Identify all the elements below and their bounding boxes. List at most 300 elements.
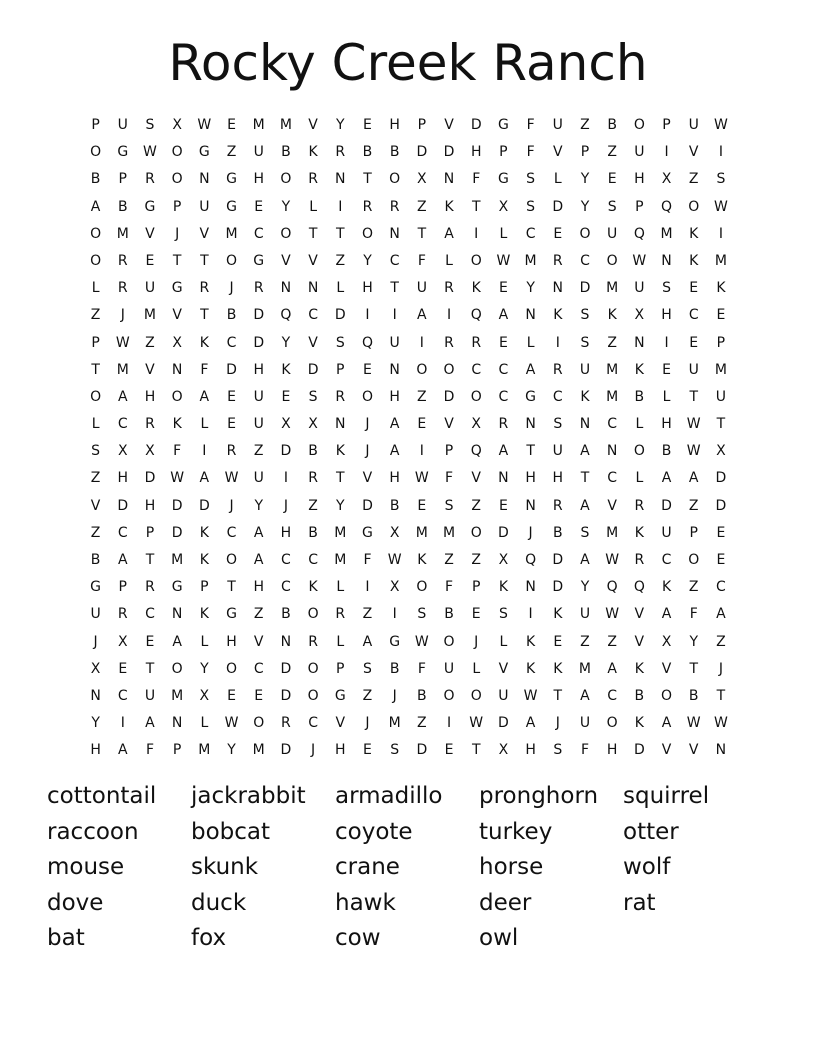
grid-letter[interactable]: O	[171, 171, 183, 188]
grid-letter[interactable]: I	[555, 334, 560, 351]
grid-letter[interactable]: Z	[444, 552, 454, 568]
grid-letter[interactable]: R	[117, 252, 128, 269]
grid-letter[interactable]: E	[444, 742, 454, 759]
grid-letter[interactable]: C	[607, 470, 618, 487]
grid-letter[interactable]: U	[253, 144, 264, 161]
grid-letter[interactable]: T	[471, 742, 481, 759]
grid-letter[interactable]: W	[224, 470, 239, 487]
grid-letter[interactable]: P	[145, 524, 155, 541]
grid-letter[interactable]: O	[416, 361, 428, 378]
grid-letter[interactable]: Z	[417, 715, 427, 732]
grid-letter[interactable]: J	[229, 280, 234, 297]
grid-letter[interactable]: O	[361, 225, 373, 242]
grid-letter[interactable]: D	[498, 524, 509, 541]
grid-letter[interactable]: Z	[253, 443, 264, 460]
grid-letter[interactable]: V	[308, 252, 318, 269]
grid-letter[interactable]: F	[445, 470, 454, 487]
grid-letter[interactable]: R	[281, 715, 291, 732]
grid-letter[interactable]: V	[498, 660, 509, 677]
grid-letter[interactable]: C	[226, 334, 237, 351]
grid-letter[interactable]: W	[713, 198, 728, 215]
grid-letter[interactable]: N	[661, 252, 672, 269]
grid-letter[interactable]: R	[335, 388, 346, 405]
grid-letter[interactable]: D	[253, 307, 265, 324]
grid-letter[interactable]: E	[716, 524, 726, 541]
grid-letter[interactable]: J	[93, 633, 98, 650]
grid-letter[interactable]: U	[416, 280, 427, 297]
grid-letter[interactable]: R	[471, 334, 482, 351]
grid-letter[interactable]: L	[91, 280, 100, 297]
grid-letter[interactable]: T	[227, 579, 236, 596]
grid-letter[interactable]: C	[688, 307, 699, 324]
grid-letter[interactable]: U	[199, 198, 210, 215]
grid-letter[interactable]: X	[117, 633, 128, 650]
grid-letter[interactable]: F	[200, 361, 209, 378]
grid-letter[interactable]: N	[171, 361, 183, 378]
grid-letter[interactable]: T	[689, 388, 698, 405]
grid-letter[interactable]: F	[417, 660, 426, 677]
grid-letter[interactable]: B	[444, 606, 454, 623]
grid-letter[interactable]: W	[170, 470, 185, 487]
grid-letter[interactable]: C	[117, 687, 128, 704]
grid-letter[interactable]: E	[363, 117, 372, 133]
grid-letter[interactable]: K	[634, 715, 644, 732]
grid-letter[interactable]: G	[389, 633, 401, 650]
grid-letter[interactable]: R	[389, 198, 400, 215]
grid-letter[interactable]: U	[144, 687, 156, 704]
grid-letter[interactable]: P	[336, 361, 345, 378]
grid-letter[interactable]: O	[90, 144, 102, 161]
grid-letter[interactable]: N	[634, 334, 645, 351]
grid-letter[interactable]: R	[362, 198, 373, 215]
grid-letter[interactable]: O	[253, 715, 265, 732]
grid-letter[interactable]: U	[634, 280, 645, 297]
grid-letter[interactable]: B	[634, 687, 645, 704]
grid-letter[interactable]: O	[90, 388, 102, 405]
grid-letter[interactable]: D	[443, 144, 455, 161]
grid-letter[interactable]: T	[553, 687, 563, 704]
grid-letter[interactable]: R	[552, 361, 563, 378]
grid-letter[interactable]: G	[497, 117, 509, 133]
grid-letter[interactable]: D	[443, 388, 455, 405]
grid-letter[interactable]: V	[661, 660, 672, 677]
grid-letter[interactable]: O	[389, 171, 401, 188]
grid-letter[interactable]: W	[387, 552, 402, 568]
grid-letter[interactable]: L	[336, 280, 345, 297]
grid-letter[interactable]: X	[661, 633, 672, 650]
grid-letter[interactable]: Z	[362, 687, 373, 704]
grid-letter[interactable]: Z	[308, 497, 318, 514]
grid-letter[interactable]: I	[419, 443, 424, 460]
grid-letter[interactable]: I	[664, 144, 669, 161]
grid-letter[interactable]: S	[498, 606, 508, 623]
grid-letter[interactable]: C	[471, 361, 482, 378]
grid-letter[interactable]: D	[280, 742, 292, 759]
grid-letter[interactable]: X	[281, 416, 291, 433]
grid-letter[interactable]: K	[199, 334, 209, 351]
grid-letter[interactable]: Y	[200, 660, 209, 677]
grid-letter[interactable]: Z	[688, 579, 699, 596]
grid-letter[interactable]: B	[389, 660, 400, 677]
grid-letter[interactable]: A	[117, 552, 128, 568]
grid-letter[interactable]: R	[335, 606, 346, 623]
grid-letter[interactable]: P	[200, 579, 209, 596]
grid-letter[interactable]: Z	[90, 524, 101, 541]
grid-letter[interactable]: N	[525, 579, 536, 596]
grid-letter[interactable]: C	[607, 687, 618, 704]
grid-letter[interactable]: N	[335, 171, 346, 188]
grid-letter[interactable]: E	[254, 198, 264, 215]
grid-letter[interactable]: R	[444, 334, 454, 351]
grid-letter[interactable]: D	[171, 524, 183, 541]
grid-letter[interactable]: Z	[226, 144, 237, 161]
grid-letter[interactable]: E	[662, 361, 671, 378]
grid-letter[interactable]: N	[389, 361, 400, 378]
grid-letter[interactable]: B	[281, 606, 291, 623]
grid-letter[interactable]: X	[199, 687, 210, 704]
grid-letter[interactable]: D	[226, 361, 237, 378]
grid-letter[interactable]: I	[718, 144, 723, 161]
grid-letter[interactable]: D	[362, 497, 373, 514]
grid-letter[interactable]: A	[389, 443, 400, 460]
grid-letter[interactable]: G	[117, 144, 129, 161]
grid-letter[interactable]: E	[498, 334, 508, 351]
grid-letter[interactable]: J	[311, 742, 316, 759]
grid-letter[interactable]: P	[336, 660, 345, 677]
grid-letter[interactable]: S	[444, 497, 454, 514]
grid-letter[interactable]: H	[362, 280, 373, 297]
grid-letter[interactable]: E	[227, 687, 236, 704]
grid-letter[interactable]: V	[281, 252, 291, 269]
grid-letter[interactable]: H	[552, 470, 564, 487]
grid-letter[interactable]: B	[661, 443, 672, 460]
grid-letter[interactable]: F	[472, 171, 481, 188]
grid-letter[interactable]: R	[552, 497, 563, 514]
grid-letter[interactable]: V	[607, 497, 617, 514]
grid-letter[interactable]: I	[446, 307, 452, 324]
grid-letter[interactable]: H	[525, 742, 536, 759]
grid-letter[interactable]: B	[552, 524, 563, 541]
grid-letter[interactable]: M	[606, 361, 619, 378]
grid-letter[interactable]: U	[688, 361, 699, 378]
grid-letter[interactable]: T	[417, 225, 427, 242]
grid-letter[interactable]: W	[414, 470, 429, 487]
grid-letter[interactable]: J	[474, 633, 479, 650]
grid-letter[interactable]: D	[552, 552, 564, 568]
grid-letter[interactable]: W	[143, 144, 157, 161]
grid-letter[interactable]: B	[90, 171, 101, 188]
grid-letter[interactable]: O	[579, 225, 591, 242]
grid-letter[interactable]: D	[416, 144, 428, 161]
grid-letter[interactable]: E	[145, 633, 155, 650]
grid-letter[interactable]: R	[117, 280, 128, 297]
grid-letter[interactable]: O	[443, 633, 455, 650]
grid-letter[interactable]: J	[555, 715, 560, 732]
grid-letter[interactable]: A	[580, 687, 590, 704]
grid-letter[interactable]: J	[175, 225, 180, 242]
grid-letter[interactable]: V	[688, 742, 699, 759]
grid-letter[interactable]: B	[281, 144, 291, 161]
grid-letter[interactable]: J	[120, 307, 125, 324]
grid-letter[interactable]: N	[307, 280, 319, 297]
grid-letter[interactable]: L	[499, 633, 508, 650]
grid-letter[interactable]: A	[525, 715, 536, 732]
grid-letter[interactable]: O	[470, 388, 482, 405]
grid-letter[interactable]: S	[662, 280, 671, 297]
letter-grid[interactable]	[82, 112, 735, 765]
grid-letter[interactable]: C	[389, 252, 400, 269]
grid-letter[interactable]: A	[444, 225, 454, 242]
grid-letter[interactable]: V	[90, 497, 101, 514]
grid-letter[interactable]: X	[716, 443, 726, 460]
grid-letter[interactable]: W	[115, 334, 130, 351]
grid-letter[interactable]: A	[661, 606, 672, 623]
grid-letter[interactable]: E	[227, 117, 236, 133]
grid-letter[interactable]: X	[634, 307, 645, 324]
grid-letter[interactable]: W	[224, 715, 239, 732]
grid-letter[interactable]: Q	[470, 307, 482, 324]
grid-letter[interactable]: G	[525, 388, 537, 405]
grid-letter[interactable]: W	[686, 443, 701, 460]
grid-letter[interactable]: F	[445, 579, 454, 596]
grid-letter[interactable]: I	[446, 715, 452, 732]
grid-letter[interactable]: K	[199, 606, 209, 623]
grid-letter[interactable]: Y	[580, 171, 590, 188]
grid-letter[interactable]: O	[470, 252, 482, 269]
grid-letter[interactable]: E	[553, 633, 563, 650]
grid-letter[interactable]: O	[443, 361, 455, 378]
grid-letter[interactable]: H	[90, 742, 101, 759]
grid-letter[interactable]: C	[226, 524, 237, 541]
grid-letter[interactable]: K	[526, 660, 536, 677]
grid-letter[interactable]: K	[471, 280, 481, 297]
grid-letter[interactable]: M	[415, 524, 428, 541]
grid-letter[interactable]: K	[308, 144, 318, 161]
grid-letter[interactable]: C	[308, 715, 318, 732]
grid-letter[interactable]: N	[90, 687, 101, 704]
grid-letter[interactable]: R	[498, 416, 509, 433]
grid-letter[interactable]: M	[606, 280, 619, 297]
grid-letter[interactable]: Z	[90, 470, 101, 487]
grid-letter[interactable]: I	[664, 334, 669, 351]
grid-letter[interactable]: W	[414, 633, 429, 650]
grid-letter[interactable]: T	[336, 225, 345, 242]
grid-letter[interactable]: H	[470, 144, 482, 161]
grid-letter[interactable]: E	[498, 280, 508, 297]
grid-letter[interactable]: L	[200, 416, 209, 433]
grid-letter[interactable]: F	[526, 144, 535, 161]
grid-letter[interactable]: V	[199, 225, 210, 242]
grid-letter[interactable]: K	[553, 307, 563, 324]
grid-letter[interactable]: H	[335, 742, 346, 759]
grid-letter[interactable]: M	[171, 552, 184, 568]
grid-letter[interactable]: U	[144, 280, 156, 297]
grid-letter[interactable]: Z	[716, 633, 726, 650]
grid-letter[interactable]: A	[389, 416, 400, 433]
grid-letter[interactable]: N	[498, 470, 509, 487]
grid-letter[interactable]: O	[171, 388, 183, 405]
grid-letter[interactable]: U	[443, 660, 455, 677]
grid-letter[interactable]: X	[145, 443, 155, 460]
grid-letter[interactable]: O	[661, 687, 673, 704]
grid-letter[interactable]: J	[365, 416, 370, 433]
grid-letter[interactable]: O	[171, 144, 183, 161]
grid-letter[interactable]: O	[470, 524, 482, 541]
grid-letter[interactable]: K	[172, 416, 182, 433]
grid-letter[interactable]: P	[471, 579, 481, 596]
grid-letter[interactable]: M	[116, 361, 129, 378]
grid-letter[interactable]: K	[716, 280, 726, 297]
grid-letter[interactable]: U	[552, 117, 563, 133]
grid-letter[interactable]: H	[389, 388, 400, 405]
grid-letter[interactable]: R	[253, 280, 264, 297]
grid-letter[interactable]: Z	[90, 307, 101, 324]
grid-letter[interactable]: V	[308, 334, 318, 351]
grid-letter[interactable]: C	[117, 416, 128, 433]
grid-letter[interactable]: Q	[633, 225, 645, 242]
grid-letter[interactable]: M	[606, 388, 619, 405]
grid-letter[interactable]: Y	[336, 117, 345, 133]
grid-letter[interactable]: R	[145, 579, 155, 596]
grid-letter[interactable]: M	[578, 660, 592, 677]
grid-letter[interactable]: T	[200, 252, 209, 269]
grid-letter[interactable]: N	[525, 307, 536, 324]
grid-letter[interactable]: G	[226, 198, 237, 215]
grid-letter[interactable]: N	[525, 497, 536, 514]
grid-letter[interactable]: F	[417, 252, 426, 269]
grid-letter[interactable]: C	[498, 388, 509, 405]
grid-letter[interactable]: G	[253, 252, 265, 269]
grid-letter[interactable]: B	[389, 144, 400, 161]
grid-letter[interactable]: R	[308, 633, 318, 650]
grid-letter[interactable]: P	[91, 334, 100, 351]
grid-letter[interactable]: Z	[417, 198, 427, 215]
grid-letter[interactable]: V	[688, 144, 699, 161]
grid-letter[interactable]: V	[444, 416, 454, 433]
grid-letter[interactable]: C	[281, 552, 291, 568]
grid-letter[interactable]: M	[442, 524, 456, 541]
grid-letter[interactable]: H	[661, 416, 672, 433]
grid-letter[interactable]: L	[445, 252, 453, 269]
grid-letter[interactable]: O	[307, 660, 319, 677]
grid-letter[interactable]: V	[145, 225, 155, 242]
grid-letter[interactable]: T	[716, 416, 726, 433]
grid-letter[interactable]: O	[280, 171, 292, 188]
grid-letter[interactable]: R	[634, 552, 645, 568]
grid-letter[interactable]: D	[552, 198, 564, 215]
grid-letter[interactable]: I	[392, 307, 397, 324]
grid-letter[interactable]: V	[444, 117, 454, 133]
grid-letter[interactable]: U	[579, 606, 591, 623]
grid-letter[interactable]: V	[661, 742, 672, 759]
grid-letter[interactable]: Z	[471, 552, 482, 568]
grid-letter[interactable]: M	[334, 524, 347, 541]
grid-letter[interactable]: L	[200, 715, 209, 732]
grid-letter[interactable]: D	[579, 280, 591, 297]
grid-letter[interactable]: C	[525, 225, 536, 242]
grid-letter[interactable]: S	[526, 171, 536, 188]
grid-letter[interactable]: H	[117, 470, 129, 487]
grid-letter[interactable]: A	[417, 307, 427, 324]
grid-letter[interactable]: G	[226, 171, 237, 188]
grid-letter[interactable]: G	[144, 198, 156, 215]
grid-letter[interactable]: W	[686, 416, 701, 433]
grid-letter[interactable]: P	[662, 117, 671, 133]
grid-letter[interactable]: U	[389, 334, 400, 351]
grid-letter[interactable]: K	[580, 388, 590, 405]
grid-letter[interactable]: V	[634, 606, 645, 623]
grid-letter[interactable]: A	[90, 198, 101, 215]
grid-letter[interactable]: M	[524, 252, 537, 269]
grid-letter[interactable]: Z	[607, 334, 617, 351]
grid-letter[interactable]: Q	[633, 579, 645, 596]
grid-letter[interactable]: T	[145, 660, 155, 677]
grid-letter[interactable]: M	[279, 117, 292, 133]
grid-letter[interactable]: Q	[661, 198, 673, 215]
grid-letter[interactable]: W	[605, 552, 620, 568]
grid-letter[interactable]: A	[362, 633, 373, 650]
grid-letter[interactable]: X	[117, 443, 128, 460]
grid-letter[interactable]: D	[171, 497, 183, 514]
grid-letter[interactable]: G	[334, 687, 346, 704]
grid-letter[interactable]: I	[365, 307, 370, 324]
grid-letter[interactable]: A	[580, 552, 590, 568]
grid-letter[interactable]: U	[634, 144, 645, 161]
grid-letter[interactable]: R	[226, 443, 237, 460]
grid-letter[interactable]: E	[281, 388, 291, 405]
grid-letter[interactable]: H	[144, 388, 156, 405]
grid-letter[interactable]: D	[334, 307, 346, 324]
grid-letter[interactable]: U	[90, 606, 101, 623]
grid-letter[interactable]: K	[526, 633, 536, 650]
grid-letter[interactable]: R	[444, 280, 454, 297]
grid-letter[interactable]: R	[308, 171, 318, 188]
grid-letter[interactable]: D	[416, 742, 428, 759]
grid-letter[interactable]: A	[688, 470, 699, 487]
grid-letter[interactable]: K	[444, 198, 454, 215]
grid-letter[interactable]: N	[606, 443, 618, 460]
grid-letter[interactable]: P	[716, 334, 726, 351]
grid-letter[interactable]: E	[363, 361, 372, 378]
grid-letter[interactable]: Z	[607, 144, 617, 161]
grid-letter[interactable]: A	[716, 606, 726, 623]
grid-letter[interactable]: Z	[607, 633, 617, 650]
grid-letter[interactable]: Z	[362, 606, 373, 623]
grid-letter[interactable]: Y	[281, 334, 291, 351]
grid-letter[interactable]: K	[199, 552, 209, 568]
grid-letter[interactable]: F	[580, 742, 589, 759]
grid-letter[interactable]: O	[688, 552, 700, 568]
grid-letter[interactable]: O	[416, 579, 428, 596]
grid-letter[interactable]: O	[688, 198, 700, 215]
grid-letter[interactable]: L	[336, 579, 345, 596]
grid-letter[interactable]: V	[145, 361, 155, 378]
grid-letter[interactable]: C	[552, 388, 563, 405]
grid-letter[interactable]: I	[718, 225, 723, 242]
grid-letter[interactable]: B	[117, 198, 128, 215]
grid-letter[interactable]: J	[229, 497, 234, 514]
grid-letter[interactable]: L	[526, 334, 535, 351]
grid-letter[interactable]: E	[227, 416, 236, 433]
grid-letter[interactable]: B	[688, 687, 699, 704]
grid-letter[interactable]: D	[307, 361, 319, 378]
grid-letter[interactable]: U	[253, 388, 264, 405]
grid-letter[interactable]: Q	[280, 307, 292, 324]
grid-letter[interactable]: E	[553, 225, 563, 242]
grid-letter[interactable]: I	[528, 606, 533, 623]
grid-letter[interactable]: N	[525, 416, 536, 433]
grid-letter[interactable]: A	[498, 307, 509, 324]
